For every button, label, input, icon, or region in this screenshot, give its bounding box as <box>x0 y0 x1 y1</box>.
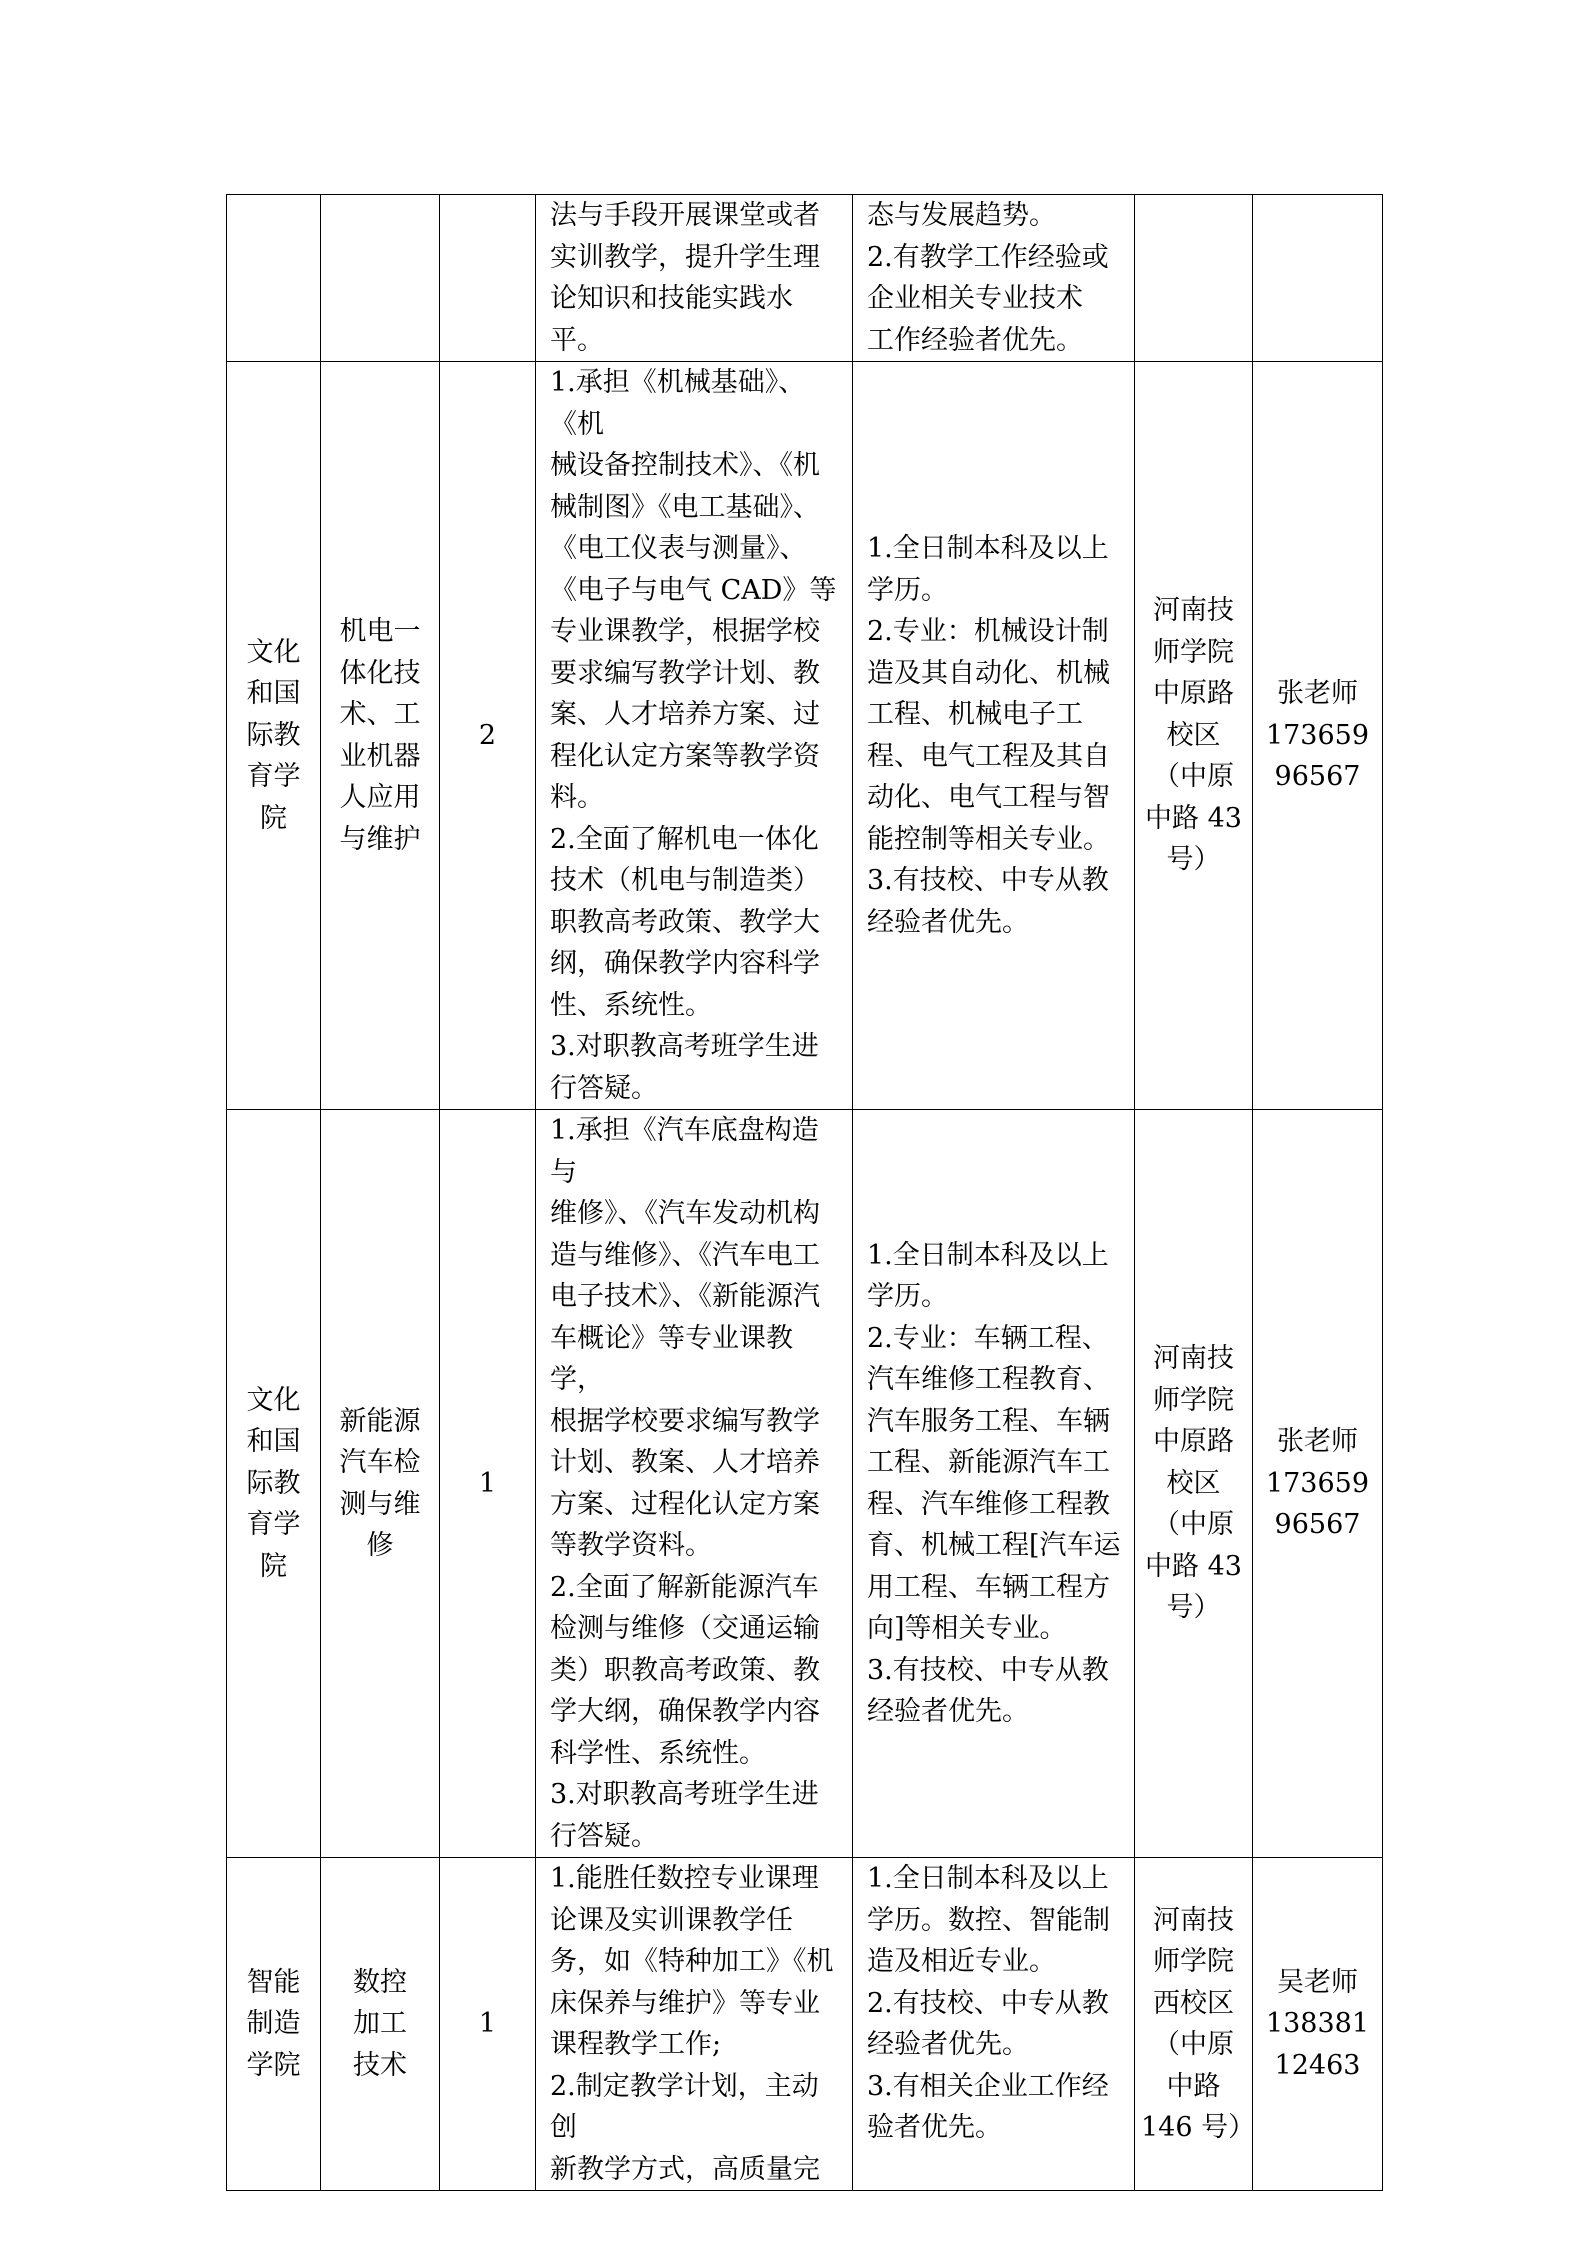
position-cell: 数控 加工 技术 <box>321 1858 440 2191</box>
duties-cell: 1.能胜任数控专业课理 论课及实训课教学任 务，如《特种加工》《机 床保养与维护》等专业 课程教学工作; 2.制定教学计划，主动创 新教学方式，高质量完 <box>536 1858 853 2191</box>
position-cell <box>321 195 440 362</box>
contact-cell: 张老师 173659 96567 <box>1253 362 1383 1110</box>
location-cell: 河南技 师学院 西校区 （中原 中路 146 号） <box>1135 1858 1253 2191</box>
count-cell: 1 <box>440 1110 536 1858</box>
requirements-cell: 态与发展趋势。 2.有教学工作经验或 企业相关专业技术 工作经验者优先。 <box>853 195 1135 362</box>
contact-cell: 张老师 173659 96567 <box>1253 1110 1383 1858</box>
table-row <box>227 1858 1383 2191</box>
table-row <box>227 1110 1383 1858</box>
duties-cell: 1.承担《机械基础》、《机 械设备控制技术》、《机 械制图》《电工基础》、 《电工仪表与测量》、 《电子与电气 CAD》等 专业课教学，根据学校 要求编写教学计划、教 案、人才培养方案、过 程化认定方案等教学资 料。 2.全面了解机电一体化 技术（机电与制造类） 职教高考政策、教学大 纲，确保教学内容科学 性、系统性。 3.对职教高考班学生进 行答疑。 <box>536 362 853 1110</box>
contact-cell <box>1253 195 1383 362</box>
college-cell <box>227 195 321 362</box>
location-cell: 河南技 师学院 中原路 校区 （中原 中路 43 号） <box>1135 362 1253 1110</box>
count-cell: 1 <box>440 1858 536 2191</box>
location-cell: 河南技 师学院 中原路 校区 （中原 中路 43 号） <box>1135 1110 1253 1858</box>
requirements-cell: 1.全日制本科及以上 学历。 2.专业：机械设计制 造及其自动化、机械 工程、机械电子工 程、电气工程及其自 动化、电气工程与智 能控制等相关专业。 3.有技校、中专从教 经验者优先。 <box>853 362 1135 1110</box>
position-cell: 机电一 体化技 术、工 业机器 人应用 与维护 <box>321 362 440 1110</box>
college-cell: 文化 和国 际教 育学 院 <box>227 1110 321 1858</box>
count-cell <box>440 195 536 362</box>
recruitment-table <box>226 194 1383 2191</box>
count-cell: 2 <box>440 362 536 1110</box>
location-cell <box>1135 195 1253 362</box>
college-cell: 文化 和国 际教 育学 院 <box>227 362 321 1110</box>
duties-cell: 法与手段开展课堂或者 实训教学，提升学生理 论知识和技能实践水 平。 <box>536 195 853 362</box>
requirements-cell: 1.全日制本科及以上 学历。 2.专业：车辆工程、 汽车维修工程教育、 汽车服务工程、车辆 工程、新能源汽车工 程、汽车维修工程教 育、机械工程[汽车运 用工程、车辆工程方 向]等相关专业。 3.有技校、中专从教 经验者优先。 <box>853 1110 1135 1858</box>
position-cell: 新能源 汽车检 测与维 修 <box>321 1110 440 1858</box>
contact-cell: 吴老师 138381 12463 <box>1253 1858 1383 2191</box>
requirements-cell: 1.全日制本科及以上 学历。数控、智能制 造及相近专业。 2.有技校、中专从教 经验者优先。 3.有相关企业工作经 验者优先。 <box>853 1858 1135 2191</box>
table-row <box>227 195 1383 362</box>
table-row <box>227 362 1383 1110</box>
college-cell: 智能 制造 学院 <box>227 1858 321 2191</box>
duties-cell: 1.承担《汽车底盘构造与 维修》、《汽车发动机构 造与维修》、《汽车电工 电子技术》、《新能源汽 车概论》等专业课教学， 根据学校要求编写教学 计划、教案、人才培养 方案、过程化认定方案 等教学资料。 2.全面了解新能源汽车 检测与维修（交通运输 类）职教高考政策、教 学大纲，确保教学内容 科学性、系统性。 3.对职教高考班学生进 行答疑。 <box>536 1110 853 1858</box>
